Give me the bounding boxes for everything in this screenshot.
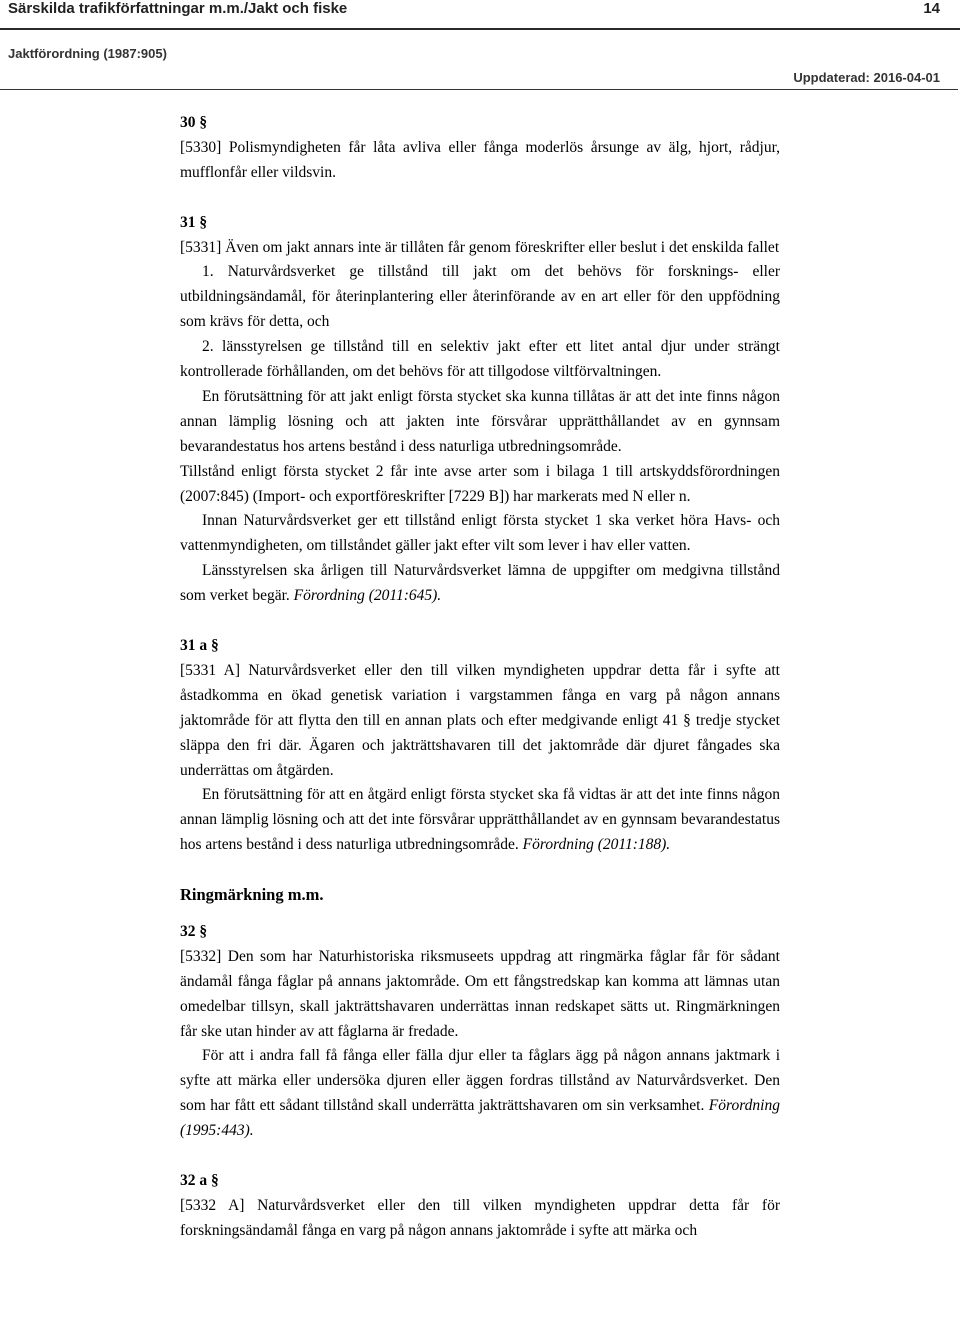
section-30-heading: 30 §: [180, 114, 208, 131]
section-31-item-2: 2. länsstyrelsen ge tillstånd till en selektiv jakt efter ett litet antal djur under strängt kontrollerade förhållanden, om det behövs för att tillgodose viltförvaltningen.: [180, 338, 780, 381]
section-31-intro: [5331] Även om jakt annars inte är tillåten får genom föreskrifter eller beslut i det enskilda fallet: [180, 238, 780, 256]
section-32-reference: Förordning (1995:443).: [180, 1097, 780, 1140]
section-31-paragraph-5-text: Länsstyrelsen ska årligen till Naturvårdsverket lämna de uppgifter om medgivna tillstånd som verket begär.: [180, 562, 780, 605]
section-31-paragraph-3: Tillstånd enligt första stycket 2 får inte avse arter som i bilaga 1 till artskyddsförordningen (2007:845) (Import- och exportföreskrifter [7229 B]) har markerats med N eller n.: [180, 462, 780, 505]
section-32-heading: 32 §: [180, 922, 208, 940]
header-divider-bottom: [0, 89, 958, 90]
section-31a-paragraph-1: [5331 A] Naturvårdsverket eller den till vilken myndigheten uppdrar detta får i syfte att åstadkomma en ökad genetisk variation i vargstammen fånga en varg på någon annans jaktområde för att flytta den till en annan plats och efter medgivande enligt 41 § tredje stycket släppa den fri där. Ägaren och jakträttshavaren till det jaktområde där djuret fångades ska underrättas om åtgärden.: [180, 661, 780, 779]
document-title: Särskilda trafikförfattningar m.m./Jakt och fiske: [8, 0, 348, 17]
section-31-paragraph-5: [180, 559, 780, 609]
section-30-paragraph: [5330] Polismyndigheten får låta avliva eller fånga moderlös årsunge av älg, hjort, rådjur, mufflonfår eller vildsvin.: [180, 138, 780, 181]
spacer: [180, 908, 780, 920]
section-32-paragraph-2: [180, 1044, 780, 1144]
spacer: [180, 186, 780, 211]
header-divider-top: [0, 28, 960, 30]
section-32-paragraph-1: [5332] Den som har Naturhistoriska riksmuseets uppdrag att ringmärka fåglar får för sådant ändamål fånga fåglar på annans jaktområde. Om ett fångstredskap kan komma att lämnas utan omedelbar tillsyn, skall jakträttshavaren underrättas innan redskapet sätts ut. Ringmärkningen får ske utan hinder av att fåglarna är fredade.: [180, 947, 780, 1040]
updated-date: Uppdaterad: 2016-04-01: [793, 70, 940, 85]
section-31-heading: 31 §: [180, 213, 208, 231]
section-31a-paragraph-2: [180, 783, 780, 858]
section-32a-paragraph-1: [5332 A] Naturvårdsverket eller den till vilken myndigheten uppdrar detta får för forskningsändamål fånga en varg på någon annans jaktområde i syfte att märka och: [180, 1196, 780, 1239]
header-top-row: [8, 0, 952, 24]
section-31a-reference: Förordning (2011:188).: [522, 836, 671, 854]
ringmarkning-heading: Ringmärkning m.m.: [180, 885, 324, 905]
section-31-paragraph-2: En förutsättning för att jakt enligt första stycket ska kunna tillåtas är att det inte finns någon annan lämplig lösning och att jakten inte försvårar upprätthållandet av en gynnsam bevarandestatus hos artens bestånd i dess naturliga utbredningsområde.: [180, 387, 780, 455]
statute-title: Jaktförordning (1987:905): [8, 46, 167, 61]
section-31a-paragraph-2-text: En förutsättning för att en åtgärd enligt första stycket ska få vidtas är att det inte finns någon annan lämplig lösning och att det inte försvårar upprätthållandet av en gynnsam bevarandestatus hos artens bestånd i dess naturliga utbredningsområde.: [180, 786, 780, 854]
section-32a-heading: 32 a §: [180, 1172, 219, 1189]
section-31-reference: Förordning (2011:645).: [293, 587, 442, 605]
section-31-item-1: 1. Naturvårdsverket ge tillstånd till jakt om det behövs för forsknings- eller utbildningsändamål, för återinplantering eller återinförande av en art eller för den uppfödning som krävs för detta, och: [180, 263, 780, 331]
section-31a-heading: 31 a §: [180, 637, 219, 654]
spacer: [180, 609, 780, 634]
spacer: [180, 858, 780, 883]
section-31-paragraph-4: Innan Naturvårdsverket ger ett tillstånd enligt första stycket 1 ska verket höra Havs- och vattenmyndigheten, om tillståndet gäller jakt efter vilt som lever i hav eller vatten.: [180, 512, 780, 555]
spacer: [180, 1144, 780, 1169]
document-body: [180, 111, 780, 1244]
page-number: 14: [923, 0, 940, 17]
section-32-paragraph-2-text: För att i andra fall få fånga eller fälla djur eller ta fåglars ägg på någon annans jaktmark i syfte att märka eller undersöka djuren eller äggen fordras tillstånd av Naturvårdsverket. Den som har fått ett sådant tillstånd skall underrätta jakträttshavaren om sin verksamhet.: [180, 1047, 780, 1115]
